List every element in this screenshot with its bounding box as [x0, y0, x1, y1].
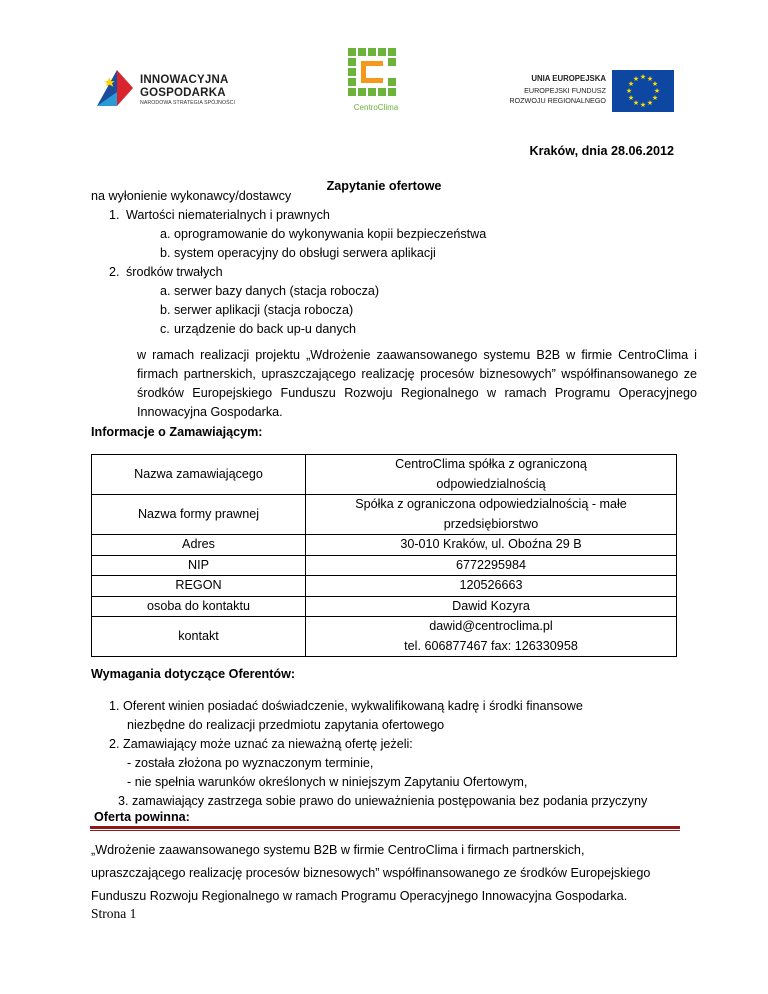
document-date: Kraków, dnia 28.06.2012: [529, 144, 674, 158]
contact-person-label: osoba do kontaktu: [92, 596, 306, 617]
address-value: 30-010 Kraków, ul. Oboźna 29 B: [306, 535, 677, 556]
scope-item-1b: [160, 245, 436, 261]
footer-divider-thin: [90, 830, 680, 831]
contact-value: [306, 617, 677, 657]
scope-item-2c-letter: c.: [160, 322, 170, 336]
name-value: [306, 455, 677, 495]
table-row: [92, 576, 677, 597]
svg-text:★: ★: [627, 94, 635, 102]
svg-text:★: ★: [651, 80, 659, 88]
form-value-line1: Spółka z ograniczona odpowiedzialnością - małe: [355, 497, 627, 511]
scope-item-1a-letter: a.: [160, 227, 171, 241]
scope-item-1b-letter: b.: [160, 246, 171, 260]
centroclima-emblem-icon: [346, 46, 406, 102]
name-value-line2: odpowiedzialnością: [436, 476, 546, 491]
scope-item-2b-letter: b.: [160, 303, 171, 317]
contact-label: kontakt: [92, 617, 306, 657]
requirements-heading: Wymagania dotyczące Oferentów:: [91, 667, 296, 681]
svg-text:★: ★: [632, 99, 640, 107]
eu-line2: EUROPEJSKI FUNDUSZ: [524, 86, 606, 95]
document-title: Zapytanie ofertowe: [326, 179, 442, 193]
svg-text:★: ★: [639, 73, 647, 81]
ig-emblem-icon: [95, 68, 135, 108]
scope-item-2c: [160, 321, 356, 337]
ig-line3: NARODOWA STRATEGIA SPÓJNOŚCI: [140, 100, 236, 106]
regon-value: 120526663: [306, 576, 677, 597]
contact-person-value: Dawid Kozyra: [306, 596, 677, 617]
scope-item-1-label: Wartości niematerialnych i prawnych: [126, 208, 330, 222]
regon-label: REGON: [92, 576, 306, 597]
footer-line2: upraszczającego realizację procesów biznesowych” współfinansowanego ze środków Europejskiego: [91, 866, 651, 880]
svg-text:★: ★: [646, 75, 654, 83]
ig-line1: INNOWACYJNA: [140, 74, 229, 86]
scope-item-2b-text: serwer aplikacji (stacja robocza): [174, 303, 354, 317]
table-row: [92, 617, 677, 657]
table-row: [92, 596, 677, 617]
scope-item-2a-text: serwer bazy danych (stacja robocza): [174, 284, 380, 298]
requirement-2-line3: - nie spełnia warunków określonych w niniejszym Zapytaniu Ofertowym,: [127, 775, 528, 789]
page-number: Strona 1: [91, 906, 137, 921]
project-paragraph: w ramach realizacji projektu „Wdrożenie zaawansowanego systemu B2B w firmie CentroClima i firmach partnerskich, upraszczającego realizację procesów biznesowych” współfinansowanego ze środków Europejskiego Funduszu Rozwoju Regionalnego w ramach Programu Operacyjnego Innowacyjna Gospodarka.: [137, 348, 697, 419]
svg-text:★: ★: [651, 94, 659, 102]
eu-flag-icon: [612, 70, 674, 112]
table-row: [92, 455, 677, 495]
scope-item-1b-text: system operacyjny do obsługi serwera aplikacji: [174, 246, 436, 260]
scope-item-2-number: 2.: [109, 265, 120, 279]
logo-innowacyjna-gospodarka: [95, 68, 270, 112]
scope-item-2a-letter: a.: [160, 284, 171, 298]
form-value: [306, 495, 677, 535]
svg-text:★: ★: [639, 101, 647, 109]
svg-text:★: ★: [646, 99, 654, 107]
svg-text:★: ★: [627, 80, 635, 88]
scope-item-1a: [160, 226, 486, 242]
logo-centroclima: [346, 46, 406, 114]
scope-item-1-number: 1.: [109, 208, 120, 222]
requirement-2-line1: 2. Zamawiający może uznać za nieważną ofertę jeżeli:: [109, 737, 413, 751]
form-value-line2: przedsiębiorstwo: [443, 516, 539, 531]
scope-intro: na wyłonienie wykonawcy/dostawcy: [91, 189, 292, 203]
name-value-line1: CentroClima spółka z ograniczoną: [395, 457, 587, 471]
eu-line3: ROZWOJU REGIONALNEGO: [509, 96, 606, 105]
footer-project-text: [91, 839, 691, 908]
footer-line3: Funduszu Rozwoju Regionalnego w ramach Programu Operacyjnego Innowacyjna Gospodarka.: [91, 889, 628, 903]
form-label: Nazwa formy prawnej: [92, 495, 306, 535]
requirement-3-line1: 3. zamawiający zastrzega sobie prawo do unieważnienia postępowania bez podania przyczyny: [118, 794, 648, 808]
orderer-info-table: [91, 454, 677, 657]
contact-phone: tel. 606877467 fax: 126330958: [404, 638, 578, 653]
scope-item-2-label: środków trwałych: [126, 265, 223, 279]
svg-text:★: ★: [632, 75, 640, 83]
table-row: [92, 555, 677, 576]
footer-divider: [90, 826, 680, 829]
requirement-1-line2: niezbędne do realizacji przedmiotu zapytania ofertowego: [127, 718, 445, 732]
svg-text:★: ★: [625, 87, 633, 95]
scope-item-2b: [160, 302, 353, 318]
contact-email: dawid@centroclima.pl: [429, 619, 553, 633]
address-label: Adres: [92, 535, 306, 556]
scope-item-2: [109, 264, 223, 280]
scope-item-2a: [160, 283, 379, 299]
table-row: [92, 495, 677, 535]
centroclima-logo-text: CentroClima: [353, 103, 399, 112]
nip-label: NIP: [92, 555, 306, 576]
orderer-heading: Informacje o Zamawiającym:: [91, 425, 263, 439]
scope-item-1a-text: oprogramowanie do wykonywania kopii bezpieczeństwa: [174, 227, 487, 241]
logo-eu-efrr: [506, 70, 676, 114]
requirement-1-line1: 1. Oferent winien posiadać doświadczenie, wykwalifikowaną kadrę i środki finansowe: [109, 699, 583, 713]
nip-value: 6772295984: [306, 555, 677, 576]
svg-text:★: ★: [653, 87, 661, 95]
scope-item-2c-text: urządzenie do back up-u danych: [174, 322, 357, 336]
name-label: Nazwa zamawiającego: [92, 455, 306, 495]
footer-line1: „Wdrożenie zaawansowanego systemu B2B w firmie CentroClima i firmach partnerskich,: [91, 843, 585, 857]
scope-item-1: [109, 207, 330, 223]
requirement-2-line2: - została złożona po wyznaczonym terminie,: [127, 756, 374, 770]
ig-line2: GOSPODARKA: [140, 87, 226, 99]
table-row: [92, 535, 677, 556]
eu-line1: UNIA EUROPEJSKA: [531, 74, 606, 83]
offer-heading: Oferta powinna:: [94, 810, 190, 824]
